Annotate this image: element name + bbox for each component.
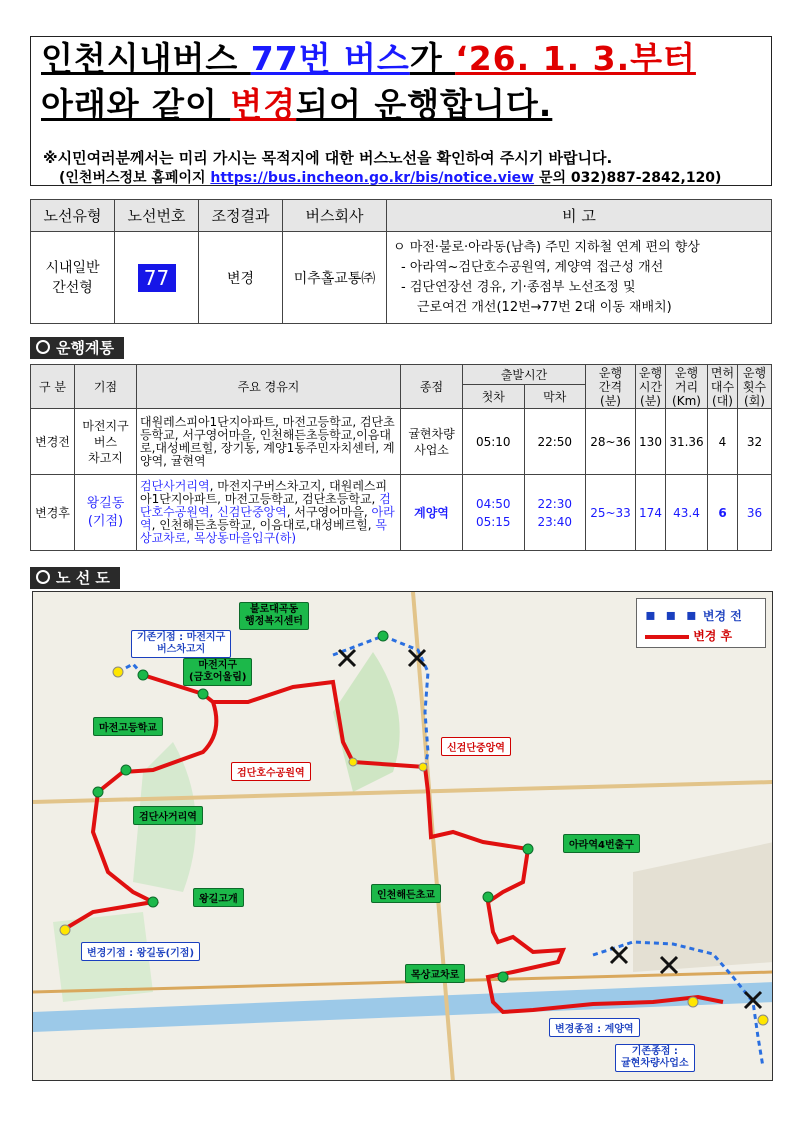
via-cell: 대원레스피아1단지아파트, 마전고등학교, 검단초등학교, 서구영어마을, 인천해든초등학교,이음대로,대성베르힐, 장기동, 계양1동주민자치센터, 계양역, 귤현역 [137, 409, 401, 475]
header-route-type: 노선유형 [31, 200, 115, 232]
route-type-line: 시내일반 [45, 259, 100, 276]
headline-date: ‘26. 1. 3.부터 [455, 39, 696, 78]
headline-change: 변경 [230, 85, 297, 124]
label-line: 기존기점 : 마전지구 [137, 632, 226, 643]
via-highlight: 검단호수공원역, 신검단중앙역 [140, 492, 391, 519]
table-header-row [31, 200, 772, 232]
label-geomdan-cross: 검단사거리역 [133, 806, 203, 825]
via-text: , 마전지구버스차고지, 대원레스피아1단지아파트, 마전고등학교, 검단초등학교, [140, 479, 388, 506]
origin-line: 차고지 [88, 450, 123, 465]
interval-cell: 28~36 [586, 409, 636, 475]
map-legend [636, 598, 766, 648]
via-cell [137, 475, 401, 551]
dashed-line-icon: ▪ ▪ ▪ [645, 605, 699, 624]
header-origin: 기점 [75, 365, 137, 409]
contact-text: (인천버스정보 홈페이지 [59, 170, 211, 186]
label-haedeun: 인천해든초교 [371, 884, 441, 903]
section-title-map [30, 567, 120, 589]
header-company: 버스회사 [283, 200, 387, 232]
header-line: (회) [744, 393, 765, 408]
header-line: (대) [712, 393, 733, 408]
buses-cell: 6 [708, 475, 738, 551]
header-route-no: 노선번호 [115, 200, 199, 232]
header-last: 막차 [524, 385, 586, 409]
circle-icon [36, 340, 50, 354]
header-result: 조정결과 [199, 200, 283, 232]
solid-line-icon [645, 635, 689, 639]
result-cell: 변경 [199, 232, 283, 324]
label-wanggil: 왕길고개 [193, 888, 244, 907]
header-departure: 출발시간 [463, 365, 586, 385]
legend-after-label: 변경 후 [693, 629, 733, 643]
distance-cell: 31.36 [666, 409, 708, 475]
label-old-start [131, 630, 231, 658]
notice-contact [59, 167, 721, 187]
legend-before [645, 605, 742, 624]
company-cell: 미추홀교통㈜ [283, 232, 387, 324]
remark-line: 근로여건 개선(12번→77번 2대 이동 재배치) [417, 299, 672, 315]
header-remarks: 비 고 [387, 200, 772, 232]
label-bullo [239, 602, 309, 630]
time-line: 05:15 [475, 514, 511, 529]
header-first: 첫차 [463, 385, 525, 409]
section-label: 노 선 도 [56, 569, 110, 587]
origin-line: 마전지구 [82, 418, 129, 433]
terminal-cell: 계양역 [401, 475, 463, 551]
label-line: 버스차고지 [156, 644, 206, 655]
header-terminal: 종점 [401, 365, 463, 409]
terminal-line: 귤현차량 [408, 426, 455, 441]
circle-icon [36, 570, 50, 584]
label-line: 마전지구 [198, 660, 238, 671]
first-bus-cell: 05:10 [463, 409, 525, 475]
header-line: 시간 [638, 379, 663, 394]
route-type-line: 간선형 [52, 279, 93, 296]
bus-info-link[interactable]: https://bus.incheon.go.kr/bis/notice.view [210, 170, 535, 186]
runs-cell: 36 [738, 475, 772, 551]
via-text: , 인천해든초등학교, 이음대로,대성베르힐, [151, 518, 376, 532]
header-interval [586, 365, 636, 409]
buses-cell: 4 [708, 409, 738, 475]
header-line: 운행 [742, 365, 767, 380]
header-line: 간격 [598, 379, 623, 394]
header-category: 구 분 [31, 365, 75, 409]
header-line: 운행 [638, 365, 663, 380]
interval-cell: 25~33 [586, 475, 636, 551]
route-summary-table [30, 199, 772, 324]
header-line: 운행 [674, 365, 699, 380]
category-cell: 변경전 [31, 409, 75, 475]
header-line: (분) [640, 393, 661, 408]
via-highlight: 아라역 [140, 505, 395, 532]
contact-text: 문의 032)887-2842,120) [534, 170, 722, 186]
header-distance [666, 365, 708, 409]
notice-headline-line1 [41, 39, 696, 79]
map-canvas [33, 592, 773, 1081]
remark-line: - 아라역~검단호수공원역, 계양역 접근성 개선 [401, 259, 664, 275]
header-line: 운행 [598, 365, 623, 380]
label-line: 기존종점 : [631, 1046, 678, 1057]
table-row [31, 232, 772, 324]
notice-headline-line2 [41, 85, 552, 125]
terminal-line: 사업소 [414, 442, 449, 457]
header-via: 주요 경유지 [137, 365, 401, 409]
header-runs [738, 365, 772, 409]
operation-table [30, 364, 772, 551]
label-majeon-jigu [183, 658, 252, 686]
remark-line: - 검단연장선 경유, 기·종점부 노선조정 및 [401, 279, 636, 295]
origin-cell [75, 409, 137, 475]
legend-after [645, 627, 732, 644]
via-highlight: 목상교차로, 목상동마을입구(하) [140, 518, 387, 545]
via-text: , 서구영어마을, [286, 505, 372, 519]
last-bus-cell [524, 475, 586, 551]
label-moksang: 목상교차로 [405, 964, 465, 983]
header-line: 거리 [674, 379, 699, 394]
header-line: (분) [600, 393, 621, 408]
header-buses [708, 365, 738, 409]
last-bus-cell: 22:50 [524, 409, 586, 475]
distance-cell: 43.4 [666, 475, 708, 551]
remark-line: ㅇ 마전·불로·아라동(남측) 주민 지하철 연계 편의 향상 [393, 239, 700, 255]
table-header-row [31, 365, 772, 385]
label-line: 행정복지센터 [245, 616, 303, 627]
section-label: 운행계통 [56, 339, 114, 357]
header-line: (Km) [672, 393, 701, 408]
time-line: 23:40 [537, 514, 573, 529]
time-cell: 130 [636, 409, 666, 475]
headline-route: 77번 버스 [250, 39, 410, 78]
label-geomdan-lake: 검단호수공원역 [231, 762, 311, 781]
headline-text: 되어 운행합니다. [296, 85, 553, 124]
table-row-after [31, 475, 772, 551]
runs-cell: 32 [738, 409, 772, 475]
first-bus-cell [463, 475, 525, 551]
route-no-cell [115, 232, 199, 324]
label-ara4: 아라역4번출구 [563, 834, 640, 853]
headline-text: 가 [409, 39, 456, 78]
category-cell: 변경후 [31, 475, 75, 551]
route-type-cell [31, 232, 115, 324]
legend-before-label: 변경 전 [702, 609, 742, 623]
label-line: (금호어울림) [189, 672, 247, 683]
label-majeon-high: 마전고등학교 [93, 717, 163, 736]
notice-box [30, 36, 772, 186]
label-new-start: 변경기점 : 왕길동(기점) [81, 942, 200, 961]
origin-line: 버스 [93, 434, 118, 449]
section-title-operation [30, 337, 124, 359]
route-map [32, 591, 773, 1081]
remarks-cell [387, 232, 772, 324]
headline-text: 아래와 같이 [41, 85, 231, 124]
header-line: 횟수 [742, 379, 767, 394]
via-highlight: 검단사거리역 [140, 479, 210, 493]
headline-text: 인천시내버스 [41, 39, 251, 78]
notice-subtext: ※시민여러분께서는 미리 가시는 목적지에 대한 버스노선을 확인하여 주시기 바랍니다. [43, 149, 613, 167]
time-line: 04:50 [475, 496, 511, 511]
label-line: 귤현차량사업소 [621, 1058, 689, 1069]
origin-line: (기점) [87, 513, 124, 529]
table-row-before [31, 409, 772, 475]
label-new-end: 변경종점 : 계양역 [549, 1018, 640, 1037]
time-line: 22:30 [537, 496, 573, 511]
label-line: 불로대곡동 [249, 604, 299, 615]
terminal-cell [401, 409, 463, 475]
time-cell: 174 [636, 475, 666, 551]
route-number-badge: 77 [138, 264, 176, 292]
header-line: 대수 [710, 379, 735, 394]
label-singeomdan: 신검단중앙역 [441, 737, 511, 756]
label-old-end [615, 1044, 695, 1072]
header-line: 면허 [710, 365, 735, 380]
origin-cell [75, 475, 137, 551]
origin-line: 왕길동 [86, 495, 125, 511]
header-time [636, 365, 666, 409]
